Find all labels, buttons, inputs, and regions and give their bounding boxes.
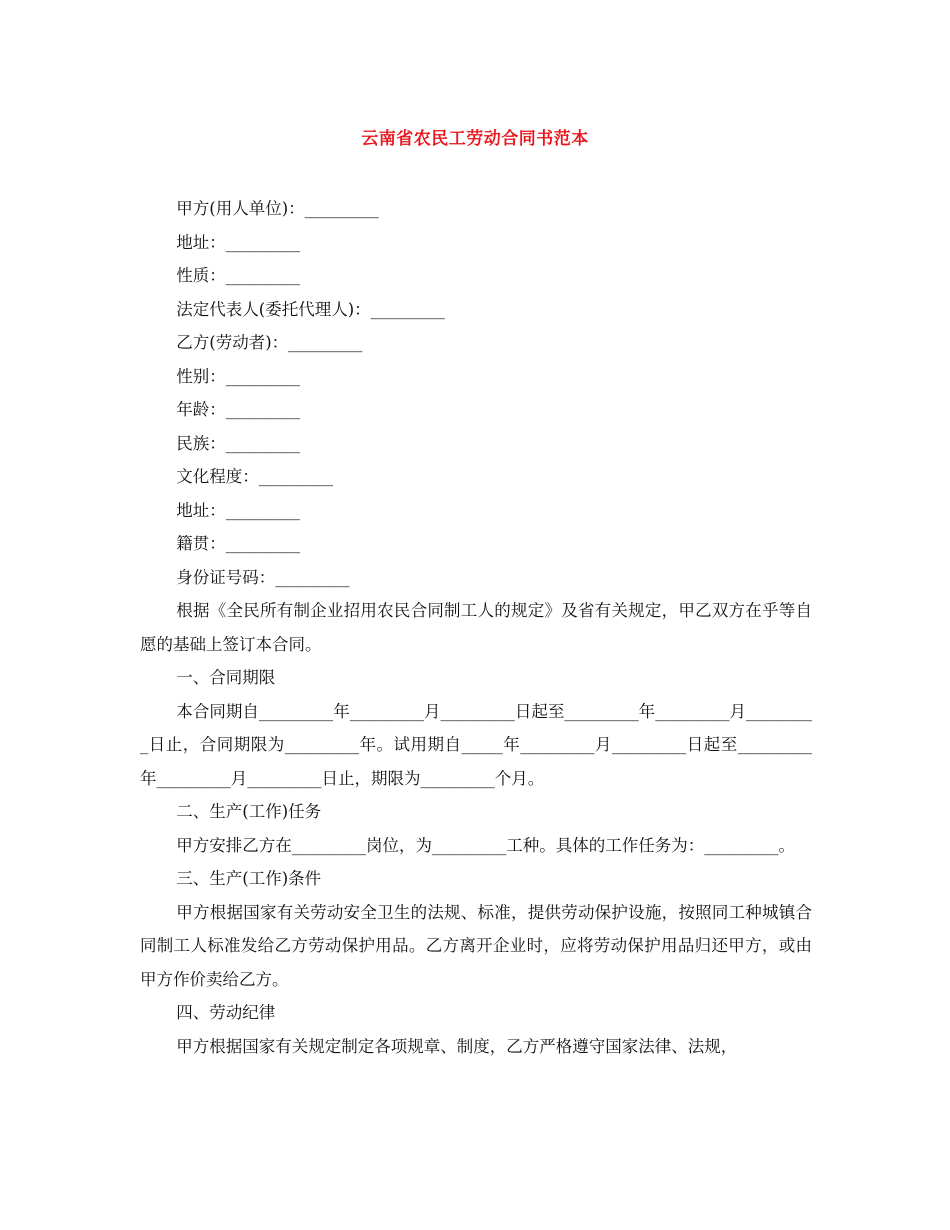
field-employee-address: 地址：_________	[176, 500, 301, 520]
field-age: 年龄：_________	[176, 400, 301, 419]
field-employer-address: 地址：_________	[176, 232, 301, 252]
intro-paragraph: 根据《全民所有制企业招用农民合同制工人的规定》及省有关规定，甲乙双方在乎等自愿的基础上签订本合同。	[140, 601, 812, 654]
section-heading-tasks: 二、生产(工作)任务	[176, 802, 322, 821]
field-native-place: 籍贯：_________	[176, 534, 301, 553]
field-employer-nature: 性质：_________	[176, 266, 301, 285]
document-title: 云南省农民工劳动合同书范本	[361, 129, 589, 149]
field-employer: 甲方(用人单位)：_________	[176, 199, 379, 218]
conditions-paragraph: 甲方根据国家有关劳动安全卫生的法规、标准，提供劳动保护设施，按照同工种城镇合同制工人标准发给乙方劳动保护用品。乙方离开企业时，应将劳动保护用品归还甲方，或由甲方作价卖给乙方。	[140, 902, 812, 989]
field-gender: 性别：_________	[176, 366, 301, 386]
field-employee: 乙方(劳动者)：_________	[176, 333, 363, 352]
section-heading-term: 一、合同期限	[176, 668, 276, 687]
section-heading-conditions: 三、生产(工作)条件	[176, 869, 322, 888]
tasks-paragraph: 甲方安排乙方在_________岗位，为_________工种。具体的工作任务为：_________。	[176, 835, 796, 855]
discipline-paragraph: 甲方根据国家有关规定制定各项规章、制度，乙方严格遵守国家法律、法规，	[176, 1036, 738, 1056]
document-body	[140, 192, 812, 1063]
term-paragraph: 本合同期自_________年_________月_________日起至_________年_________月_________日止，合同期限为_________年。试用期自_____年_________月_________日起至_________年_________月_________日止，期限为_________个月。	[140, 701, 812, 788]
field-legal-representative: 法定代表人(委托代理人)：_________	[176, 299, 445, 319]
field-education: 文化程度：_________	[176, 467, 334, 486]
section-heading-discipline: 四、劳动纪律	[176, 1003, 276, 1022]
field-id-number: 身份证号码：_________	[176, 567, 350, 587]
field-ethnicity: 民族：_________	[176, 433, 301, 453]
